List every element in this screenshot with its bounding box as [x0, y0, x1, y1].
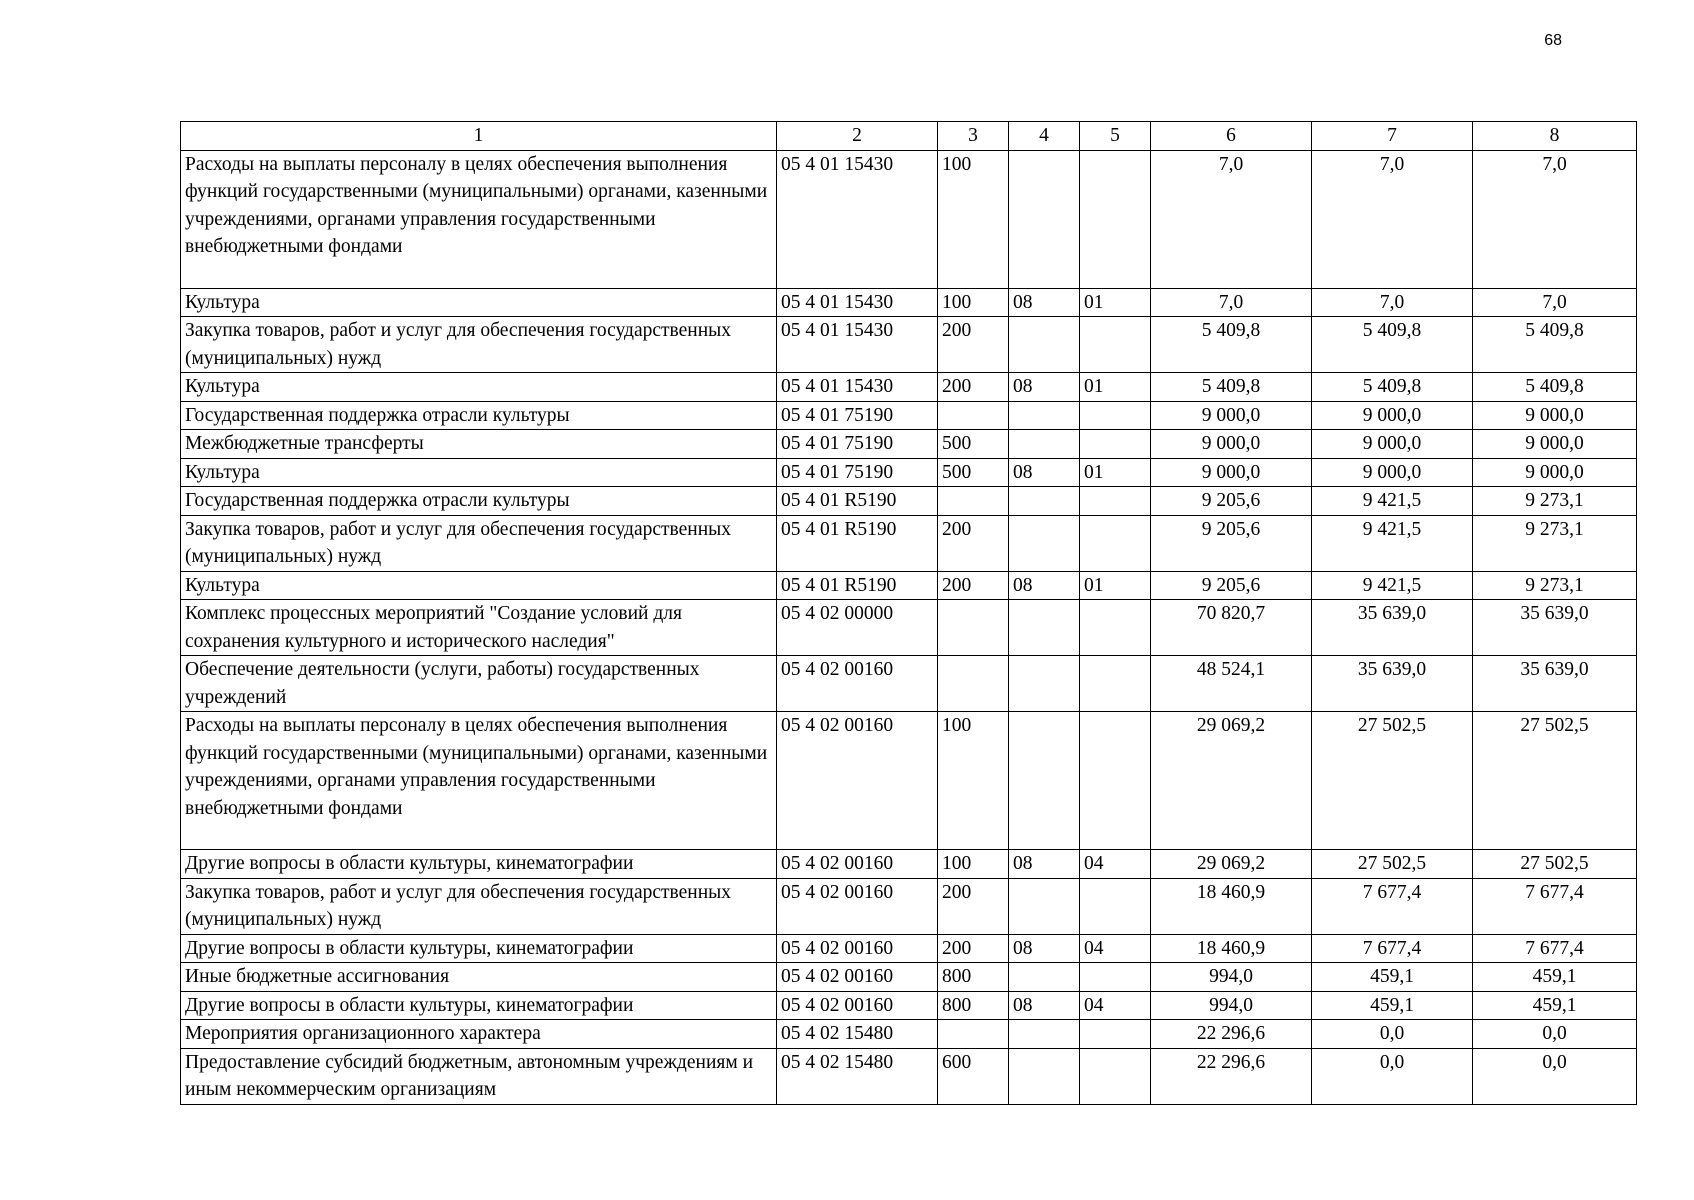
cell-code: 05 4 01 15430 [777, 150, 938, 288]
cell-c3 [938, 1020, 1009, 1049]
cell-c3: 200 [938, 317, 1009, 373]
cell-v8: 35 639,0 [1473, 600, 1637, 656]
cell-code: 05 4 01 75190 [777, 430, 938, 459]
cell-code: 05 4 02 15480 [777, 1048, 938, 1104]
cell-name: Культура [181, 373, 777, 402]
cell-c5 [1080, 515, 1151, 571]
cell-code: 05 4 02 00160 [777, 963, 938, 992]
cell-name: Закупка товаров, работ и услуг для обеспечения государственных (муниципальных) нужд [181, 515, 777, 571]
cell-name: Культура [181, 288, 777, 317]
cell-c5 [1080, 317, 1151, 373]
table-row [181, 401, 1637, 430]
cell-v6: 29 069,2 [1151, 712, 1312, 850]
cell-c3 [938, 656, 1009, 712]
cell-v6: 9 205,6 [1151, 487, 1312, 516]
cell-v7: 9 421,5 [1312, 515, 1473, 571]
cell-v6: 5 409,8 [1151, 373, 1312, 402]
header-cell: 7 [1312, 122, 1473, 151]
cell-v7: 9 000,0 [1312, 458, 1473, 487]
cell-v7: 7,0 [1312, 150, 1473, 288]
cell-v6: 18 460,9 [1151, 878, 1312, 934]
header-cell: 5 [1080, 122, 1151, 151]
cell-c3: 200 [938, 373, 1009, 402]
cell-c5: 01 [1080, 373, 1151, 402]
table-row [181, 963, 1637, 992]
cell-v8: 7,0 [1473, 150, 1637, 288]
page-number: 68 [1544, 32, 1562, 49]
cell-code: 05 4 02 00160 [777, 850, 938, 879]
cell-c5 [1080, 878, 1151, 934]
cell-c5: 04 [1080, 934, 1151, 963]
cell-c4: 08 [1009, 934, 1080, 963]
cell-v7: 9 000,0 [1312, 430, 1473, 459]
cell-v7: 27 502,5 [1312, 712, 1473, 850]
cell-code: 05 4 01 75190 [777, 401, 938, 430]
table-header-row [181, 122, 1637, 151]
cell-c4 [1009, 515, 1080, 571]
cell-c4 [1009, 401, 1080, 430]
cell-c5: 04 [1080, 850, 1151, 879]
budget-table [180, 121, 1637, 1105]
table-row [181, 712, 1637, 850]
cell-c5: 01 [1080, 571, 1151, 600]
cell-code: 05 4 01 15430 [777, 317, 938, 373]
cell-v7: 459,1 [1312, 963, 1473, 992]
cell-name: Другие вопросы в области культуры, кинематографии [181, 850, 777, 879]
cell-c3: 100 [938, 712, 1009, 850]
cell-v7: 9 421,5 [1312, 487, 1473, 516]
table-row [181, 430, 1637, 459]
cell-v6: 9 205,6 [1151, 571, 1312, 600]
cell-name: Закупка товаров, работ и услуг для обеспечения государственных (муниципальных) нужд [181, 317, 777, 373]
cell-name: Другие вопросы в области культуры, кинематографии [181, 934, 777, 963]
cell-v8: 9 273,1 [1473, 487, 1637, 516]
cell-c5: 04 [1080, 991, 1151, 1020]
cell-c4 [1009, 600, 1080, 656]
cell-v7: 35 639,0 [1312, 656, 1473, 712]
cell-v8: 5 409,8 [1473, 317, 1637, 373]
cell-c3: 500 [938, 430, 1009, 459]
table-row [181, 150, 1637, 288]
cell-code: 05 4 02 00160 [777, 878, 938, 934]
cell-c5 [1080, 656, 1151, 712]
cell-code: 05 4 02 00160 [777, 656, 938, 712]
cell-v8: 7 677,4 [1473, 878, 1637, 934]
cell-c4: 08 [1009, 288, 1080, 317]
cell-v8: 5 409,8 [1473, 373, 1637, 402]
table-row [181, 991, 1637, 1020]
cell-c3: 500 [938, 458, 1009, 487]
cell-name: Комплекс процессных мероприятий "Создание условий для сохранения культурного и исторического наследия" [181, 600, 777, 656]
cell-v6: 22 296,6 [1151, 1048, 1312, 1104]
cell-v6: 22 296,6 [1151, 1020, 1312, 1049]
cell-c4: 08 [1009, 571, 1080, 600]
cell-name: Государственная поддержка отрасли культуры [181, 401, 777, 430]
cell-c3: 100 [938, 288, 1009, 317]
cell-code: 05 4 02 00160 [777, 934, 938, 963]
table-row [181, 600, 1637, 656]
table-row [181, 487, 1637, 516]
cell-c5 [1080, 600, 1151, 656]
table-row [181, 1048, 1637, 1104]
table-row [181, 288, 1637, 317]
cell-v8: 9 273,1 [1473, 515, 1637, 571]
cell-v8: 0,0 [1473, 1048, 1637, 1104]
header-cell: 8 [1473, 122, 1637, 151]
cell-v6: 18 460,9 [1151, 934, 1312, 963]
cell-c3 [938, 487, 1009, 516]
cell-v8: 0,0 [1473, 1020, 1637, 1049]
cell-code: 05 4 01 R5190 [777, 571, 938, 600]
cell-v7: 5 409,8 [1312, 373, 1473, 402]
cell-v8: 9 000,0 [1473, 458, 1637, 487]
cell-name: Предоставление субсидий бюджетным, автономным учреждениям и иным некоммерческим организациям [181, 1048, 777, 1104]
cell-c3: 800 [938, 991, 1009, 1020]
cell-v8: 9 273,1 [1473, 571, 1637, 600]
cell-v6: 5 409,8 [1151, 317, 1312, 373]
cell-c3 [938, 600, 1009, 656]
cell-v6: 9 205,6 [1151, 515, 1312, 571]
cell-v7: 9 421,5 [1312, 571, 1473, 600]
cell-c4: 08 [1009, 373, 1080, 402]
table-row [181, 850, 1637, 879]
cell-c4 [1009, 1048, 1080, 1104]
cell-name: Другие вопросы в области культуры, кинематографии [181, 991, 777, 1020]
header-cell: 2 [777, 122, 938, 151]
cell-v6: 994,0 [1151, 991, 1312, 1020]
cell-v7: 7 677,4 [1312, 878, 1473, 934]
cell-v7: 27 502,5 [1312, 850, 1473, 879]
cell-name: Расходы на выплаты персоналу в целях обеспечения выполнения функций государственными (муниципальными) органами, казенными учреждениями, органами управления государственными внебюджетными фондами [181, 150, 777, 288]
cell-code: 05 4 01 75190 [777, 458, 938, 487]
table-row [181, 571, 1637, 600]
cell-v7: 9 000,0 [1312, 401, 1473, 430]
cell-name: Обеспечение деятельности (услуги, работы) государственных учреждений [181, 656, 777, 712]
cell-v8: 9 000,0 [1473, 430, 1637, 459]
table-row [181, 878, 1637, 934]
cell-name: Культура [181, 458, 777, 487]
cell-code: 05 4 02 15480 [777, 1020, 938, 1049]
cell-c4: 08 [1009, 850, 1080, 879]
cell-c4 [1009, 712, 1080, 850]
cell-name: Мероприятия организационного характера [181, 1020, 777, 1049]
cell-c5 [1080, 401, 1151, 430]
cell-v8: 7,0 [1473, 288, 1637, 317]
cell-code: 05 4 02 00000 [777, 600, 938, 656]
cell-c4 [1009, 963, 1080, 992]
cell-v6: 9 000,0 [1151, 401, 1312, 430]
table-row [181, 317, 1637, 373]
cell-c5 [1080, 150, 1151, 288]
cell-c5 [1080, 712, 1151, 850]
cell-c3: 200 [938, 878, 1009, 934]
cell-c3: 200 [938, 571, 1009, 600]
cell-v6: 29 069,2 [1151, 850, 1312, 879]
cell-code: 05 4 01 15430 [777, 288, 938, 317]
header-cell: 3 [938, 122, 1009, 151]
cell-v7: 5 409,8 [1312, 317, 1473, 373]
cell-v7: 7 677,4 [1312, 934, 1473, 963]
cell-c4 [1009, 150, 1080, 288]
cell-c5 [1080, 1048, 1151, 1104]
cell-v8: 459,1 [1473, 991, 1637, 1020]
header-cell: 6 [1151, 122, 1312, 151]
table-row [181, 458, 1637, 487]
cell-v8: 27 502,5 [1473, 712, 1637, 850]
cell-code: 05 4 02 00160 [777, 712, 938, 850]
cell-c4: 08 [1009, 991, 1080, 1020]
table-row [181, 373, 1637, 402]
table-row [181, 1020, 1637, 1049]
cell-v8: 7 677,4 [1473, 934, 1637, 963]
cell-code: 05 4 01 R5190 [777, 487, 938, 516]
cell-c5 [1080, 1020, 1151, 1049]
cell-v7: 0,0 [1312, 1020, 1473, 1049]
cell-v8: 9 000,0 [1473, 401, 1637, 430]
cell-c4 [1009, 430, 1080, 459]
cell-c3: 800 [938, 963, 1009, 992]
cell-c4 [1009, 656, 1080, 712]
cell-c3 [938, 401, 1009, 430]
table-row [181, 656, 1637, 712]
cell-v7: 0,0 [1312, 1048, 1473, 1104]
cell-name: Государственная поддержка отрасли культуры [181, 487, 777, 516]
table-row [181, 934, 1637, 963]
cell-name: Межбюджетные трансферты [181, 430, 777, 459]
cell-c5: 01 [1080, 288, 1151, 317]
cell-code: 05 4 01 R5190 [777, 515, 938, 571]
cell-v6: 70 820,7 [1151, 600, 1312, 656]
cell-c4 [1009, 487, 1080, 516]
cell-v8: 35 639,0 [1473, 656, 1637, 712]
cell-v7: 7,0 [1312, 288, 1473, 317]
cell-v6: 994,0 [1151, 963, 1312, 992]
cell-c5 [1080, 430, 1151, 459]
cell-v7: 35 639,0 [1312, 600, 1473, 656]
cell-c5 [1080, 487, 1151, 516]
cell-name: Закупка товаров, работ и услуг для обеспечения государственных (муниципальных) нужд [181, 878, 777, 934]
header-cell: 1 [181, 122, 777, 151]
cell-c5 [1080, 963, 1151, 992]
cell-c4 [1009, 317, 1080, 373]
cell-c3: 600 [938, 1048, 1009, 1104]
cell-v6: 7,0 [1151, 150, 1312, 288]
cell-c3: 200 [938, 515, 1009, 571]
cell-code: 05 4 02 00160 [777, 991, 938, 1020]
cell-name: Иные бюджетные ассигнования [181, 963, 777, 992]
cell-v6: 9 000,0 [1151, 458, 1312, 487]
cell-v6: 7,0 [1151, 288, 1312, 317]
cell-c3: 100 [938, 150, 1009, 288]
cell-c5: 01 [1080, 458, 1151, 487]
cell-c3: 200 [938, 934, 1009, 963]
cell-v6: 48 524,1 [1151, 656, 1312, 712]
cell-c3: 100 [938, 850, 1009, 879]
header-cell: 4 [1009, 122, 1080, 151]
cell-v7: 459,1 [1312, 991, 1473, 1020]
cell-name: Культура [181, 571, 777, 600]
cell-c4 [1009, 1020, 1080, 1049]
cell-v8: 459,1 [1473, 963, 1637, 992]
cell-code: 05 4 01 15430 [777, 373, 938, 402]
table-row [181, 515, 1637, 571]
cell-name: Расходы на выплаты персоналу в целях обеспечения выполнения функций государственными (муниципальными) органами, казенными учреждениями, органами управления государственными внебюджетными фондами [181, 712, 777, 850]
cell-v8: 27 502,5 [1473, 850, 1637, 879]
cell-c4 [1009, 878, 1080, 934]
cell-c4: 08 [1009, 458, 1080, 487]
cell-v6: 9 000,0 [1151, 430, 1312, 459]
